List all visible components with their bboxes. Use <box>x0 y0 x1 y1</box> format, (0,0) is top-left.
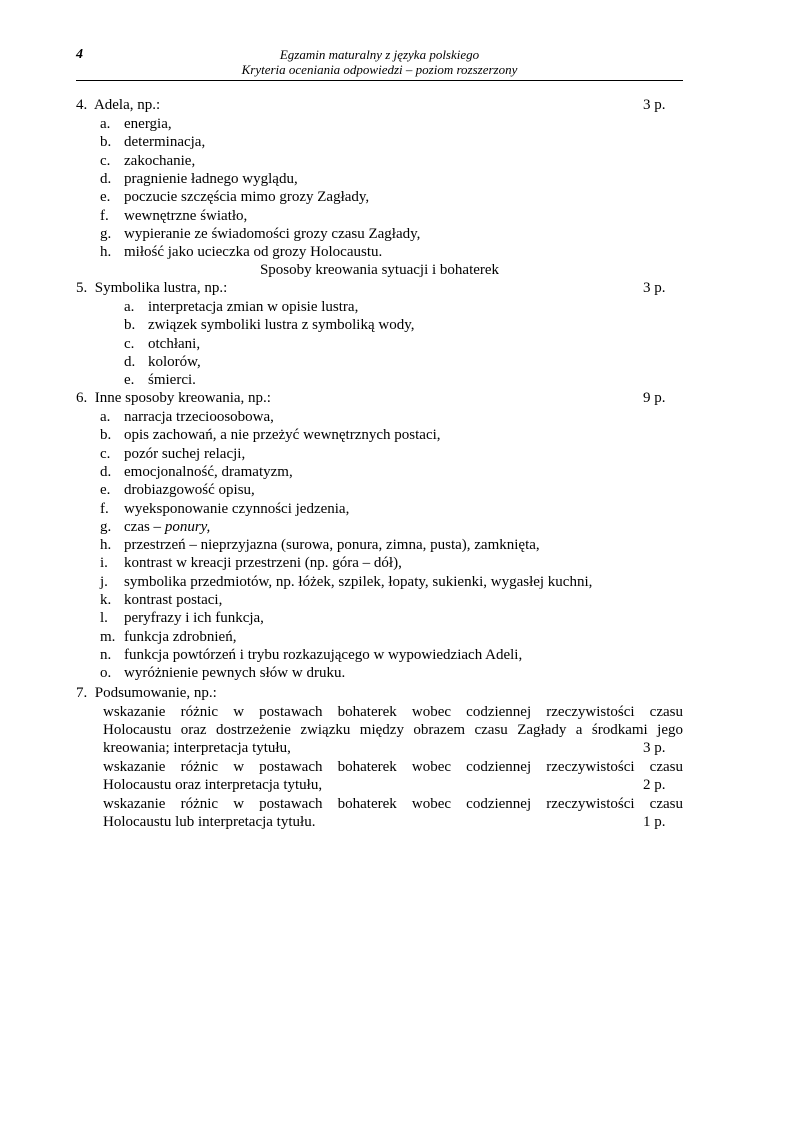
list-marker: b. <box>100 427 112 444</box>
item-4-heading <box>76 96 160 114</box>
criterion-2-line: wskazanie różnic w postawach bohaterek wobec codziennej rzeczywistości czasu <box>103 759 683 775</box>
item-number: 4. <box>76 97 88 113</box>
list-marker: e. <box>100 482 111 499</box>
list-item-text <box>148 316 414 334</box>
list-item-text-plain: symbolika przedmiotów, np. łóżek, szpilek, łopaty, sukienki, wygasłej kuchni, <box>124 573 593 590</box>
list-item-text-plain: narracja trzecioosobowa, <box>124 409 274 425</box>
criterion-2-line: Holocaustu oraz interpretacja tytułu, <box>103 777 323 793</box>
list-item-text-plain: zakochanie, <box>124 152 196 169</box>
list-item-text <box>124 591 222 609</box>
item-title: Podsumowanie, np.: <box>94 685 217 701</box>
list-item-text <box>124 518 210 536</box>
list-item-text <box>124 243 382 261</box>
list-item-text <box>124 628 236 646</box>
header-subtitle: Kryteria oceniania odpowiedzi – poziom rozszerzony <box>241 62 518 77</box>
list-marker: d. <box>124 353 136 370</box>
list-marker: d. <box>100 170 112 187</box>
list-marker: h. <box>100 244 112 261</box>
criterion-2-points: 2 p. <box>643 777 666 793</box>
list-marker: o. <box>100 665 112 682</box>
criterion-3-line: wskazanie różnic w postawach bohaterek wobec codziennej rzeczywistości czasu <box>103 704 683 720</box>
list-marker: l. <box>100 610 108 627</box>
list-item-text-plain: kontrast w kreacji przestrzeni (np. góra – dół), <box>124 555 402 572</box>
list-item-text-plain: związek symboliki lustra z symboliką wody, <box>148 317 415 334</box>
item-title: Inne sposoby kreowania, np.: <box>94 390 271 406</box>
list-item-text-plain: interpretacja zmian w opisie lustra, <box>148 299 359 315</box>
list-item-text-plain: wypieranie ze świadomości grozy czasu Zagłady, <box>124 225 421 242</box>
list-item-text-plain: wyróżnienie pewnych słów w druku. <box>124 665 346 682</box>
list-item-text <box>124 188 369 206</box>
list-marker: a. <box>100 409 111 425</box>
item-4-points: 3 p. <box>643 97 666 113</box>
list-item-text-plain: przestrzeń – nieprzyjazna (surowa, ponura, zimna, pusta), zamknięta, <box>124 537 540 554</box>
list-marker: c. <box>100 445 111 462</box>
list-item-text-plain: opis zachowań, a nie przeżyć wewnętrznych postaci, <box>124 427 441 444</box>
item-number: 6. <box>76 390 88 406</box>
page-number: 4 <box>76 47 83 62</box>
list-item-text <box>124 225 420 243</box>
list-marker: a. <box>124 299 135 315</box>
list-marker: g. <box>100 225 112 242</box>
list-item-text-plain: kolorów, <box>148 353 201 370</box>
list-item-text-plain: determinacja, <box>124 134 206 151</box>
list-item-text-plain: pozór suchej relacji, <box>124 445 246 462</box>
list-item-text <box>124 609 264 627</box>
list-item-text-plain: kontrast postaci, <box>124 592 223 608</box>
list-item-text-plain: miłość jako ucieczka od grozy Holocaustu. <box>124 244 383 261</box>
list-item-text <box>124 646 522 664</box>
item-6-heading <box>76 389 271 407</box>
list-marker: j. <box>100 573 108 590</box>
list-marker: i. <box>100 555 108 572</box>
list-item-text-plain: funkcja powtórzeń i trybu rozkazującego w wypowiedziach Adeli, <box>124 646 523 663</box>
list-item-text-plain: poczucie szczęścia mimo grozy Zagłady, <box>124 189 370 206</box>
list-item-text-plain: drobiazgowość opisu, <box>124 482 255 499</box>
criterion-3-points: 3 p. <box>643 740 666 756</box>
list-item-text-plain: otchłani, <box>148 335 201 352</box>
list-item-text-plain: emocjonalność, dramatyzm, <box>124 463 293 480</box>
criterion-3-line: kreowania; interpretacja tytułu, <box>103 740 291 756</box>
list-item-text-plain: śmierci. <box>148 372 196 389</box>
list-item-text-plain: wewnętrzne światło, <box>124 207 248 224</box>
criterion-1-line: wskazanie różnic w postawach bohaterek wobec codziennej rzeczywistości czasu <box>103 796 683 812</box>
section-heading: Sposoby kreowania sytuacji i bohaterek <box>259 262 500 278</box>
list-item-text <box>148 371 196 389</box>
criterion-3-line: Holocaustu oraz dostrzeżenie związku między obrazem czasu Zagłady a środkami jego <box>103 722 683 738</box>
list-item-text <box>124 445 245 463</box>
criterion-1-points: 1 p. <box>643 814 666 830</box>
item-7-heading <box>76 684 217 702</box>
list-item-text-plain: energia, <box>124 116 172 132</box>
list-marker: f. <box>100 500 109 517</box>
header-divider <box>76 80 683 81</box>
list-item-text-plain: pragnienie ładnego wyglądu, <box>124 170 298 187</box>
list-marker: c. <box>100 152 111 169</box>
item-6-points: 9 p. <box>643 390 666 406</box>
list-item-text-plain: wyeksponowanie czynności jedzenia, <box>124 500 350 517</box>
list-item-text <box>148 298 358 316</box>
list-item-text-plain: funkcja zdrobnień, <box>124 628 237 645</box>
list-item-text <box>124 500 349 518</box>
list-item-text <box>124 426 441 444</box>
list-marker: c. <box>124 335 135 352</box>
list-item-text <box>124 115 172 133</box>
list-marker: k. <box>100 592 112 608</box>
list-item-text-plain: czas – <box>124 518 165 535</box>
list-item-text <box>124 554 402 572</box>
page-header <box>76 47 683 80</box>
item-number: 7. <box>76 685 88 701</box>
list-marker: b. <box>100 134 112 151</box>
list-item-text <box>124 536 540 554</box>
list-item-text <box>124 664 345 682</box>
list-item-text <box>148 335 200 353</box>
list-item-text <box>124 573 592 591</box>
list-marker: b. <box>124 317 136 334</box>
item-5-points: 3 p. <box>643 280 666 296</box>
list-item-text-italic: ponury, <box>164 518 211 535</box>
list-marker: d. <box>100 463 112 480</box>
header-title: Egzamin maturalny z języka polskiego <box>279 47 480 62</box>
item-title: Symbolika lustra, np.: <box>94 280 228 296</box>
list-item-text <box>124 463 293 481</box>
list-item-text <box>124 408 274 426</box>
list-item-text <box>124 481 255 499</box>
list-marker: e. <box>100 189 111 206</box>
list-marker: g. <box>100 518 112 535</box>
criterion-1-line: Holocaustu lub interpretacja tytułu. <box>103 814 316 830</box>
list-marker: h. <box>100 537 112 554</box>
list-marker: a. <box>100 116 111 132</box>
item-number: 5. <box>76 280 88 296</box>
list-marker: m. <box>100 628 116 645</box>
list-item-text <box>148 353 201 371</box>
list-item-text-plain: peryfrazy i ich funkcja, <box>124 610 264 627</box>
item-5-heading <box>76 279 227 297</box>
list-marker: e. <box>124 372 135 389</box>
list-item-text <box>124 170 298 188</box>
list-marker: n. <box>100 646 112 663</box>
list-item-text <box>124 133 205 151</box>
list-item-text <box>124 152 195 170</box>
item-title: Adela, np.: <box>93 97 161 113</box>
list-marker: f. <box>100 207 109 224</box>
list-item-text <box>124 207 247 225</box>
